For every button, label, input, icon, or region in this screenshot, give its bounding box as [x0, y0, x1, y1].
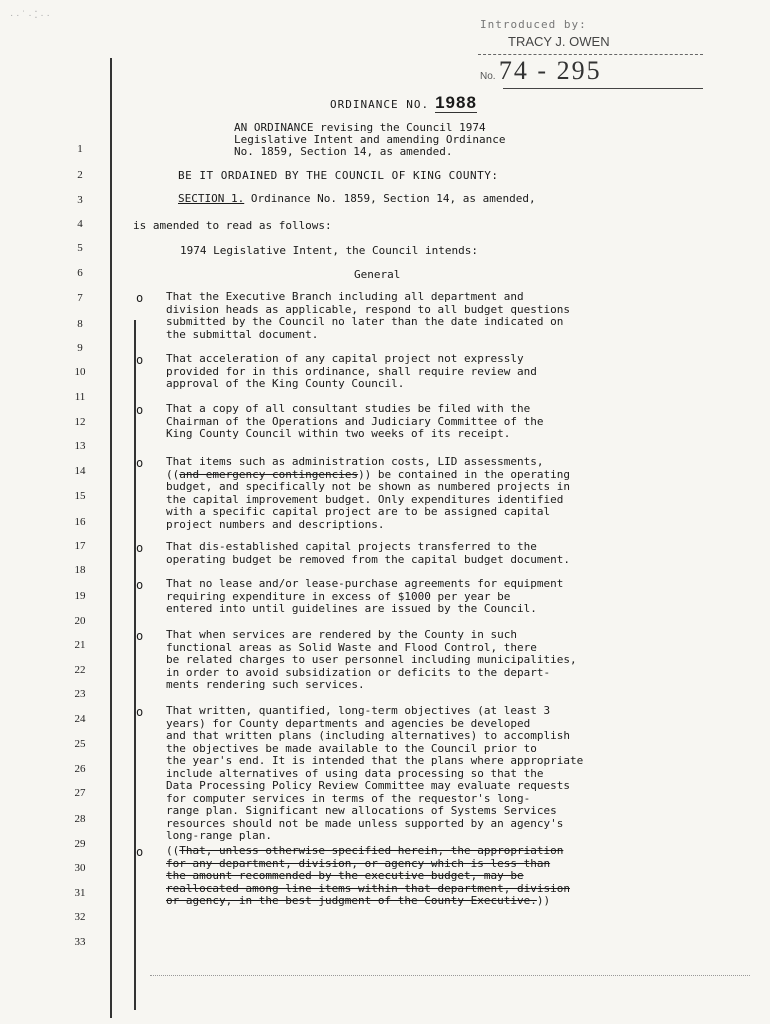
stamp-divider	[478, 54, 703, 55]
intent-item-text: That written, quantified, long-term objectives (at least 3 years) for County departments and agencies be developed and that written plans (including alternatives) to accomplish the objectives be made available to the Council prior to the year's end. It is intended that the plans where appropriate include alternatives of using data processing so that the Data Processing Policy Review Committee may evaluate requests for computer services in terms of the requestor's long- range plan. Significant new allocations of Systems Services resources should not be made unless supported by an agency's long-range plan.	[166, 704, 584, 842]
line-number: 17	[74, 540, 86, 552]
line-number: 9	[77, 342, 83, 354]
introduced-by-stamp	[478, 18, 728, 90]
intent-item-text: That dis-established capital projects transferred to the operating budget be removed from the capital budget document.	[166, 540, 570, 566]
bullet: o	[136, 291, 144, 305]
ordinance-number: 1988	[435, 93, 477, 112]
line-number: 16	[74, 516, 86, 528]
proposed-number-value: 74 - 295	[498, 56, 602, 85]
line-number: 23	[74, 688, 86, 700]
section-1	[178, 192, 718, 205]
line-number: 6	[77, 267, 83, 279]
line-number: 3	[77, 194, 83, 206]
bullet: o	[136, 403, 144, 417]
line-number: 27	[74, 787, 86, 799]
line-number: 31	[74, 887, 86, 899]
section-heading: SECTION 1.	[178, 192, 245, 205]
ordinance-title	[330, 93, 477, 113]
summary-line: AN ORDINANCE revising the Council 1974	[234, 121, 486, 134]
margin-rule-inner	[134, 320, 136, 1010]
line-number: 7	[77, 292, 83, 304]
line-number: 4	[77, 218, 83, 230]
line-number: 10	[74, 366, 86, 378]
line-number: 19	[74, 590, 86, 602]
bottom-rule	[150, 975, 750, 976]
intent-item-text: That the Executive Branch including all department and division heads as applicable, respond to all budget questions submitted by the Council no later than the date indicated on the submittal document.	[166, 290, 570, 341]
line-number: 1	[77, 143, 83, 155]
line-number: 2	[77, 169, 83, 181]
line-number: 32	[74, 911, 86, 923]
line-number: 14	[74, 465, 86, 477]
deleted-text: That, unless otherwise specified herein, the appropriation for any department, division, or agency which is less than the amount recommended by the executive budget, may be reallocated among line items within that department, division or agency, in the best judgment of the County Executive.	[166, 844, 570, 907]
text-after: )) be contained in the operating budget, and specifically not be shown as numbered projects in the capital improvement budget. Only expenditures identified with a specific capital project are to be assigned capital project numbers and descriptions.	[166, 467, 570, 531]
intent-item-text: That acceleration of any capital project not expressly provided for in this ordinance, shall require review and approval of the King County Council.	[166, 352, 537, 390]
margin-rule	[110, 58, 112, 1018]
bullet: o	[136, 456, 144, 470]
stamp-underline	[503, 88, 703, 89]
line-number: 24	[74, 713, 86, 725]
intent-item-text	[166, 456, 751, 531]
line-number: 11	[74, 391, 86, 403]
introduced-by-label: Introduced by:	[480, 18, 587, 31]
enacting-clause: BE IT ORDAINED BY THE COUNCIL OF KING COUNTY:	[178, 169, 499, 182]
amended-line: is amended to read as follows:	[133, 219, 332, 232]
line-number: 13	[74, 440, 86, 452]
line-number: 15	[74, 490, 86, 502]
bullet: o	[136, 845, 144, 859]
bullet: o	[136, 353, 144, 367]
bullet: o	[136, 578, 144, 592]
line-number: 25	[74, 738, 86, 750]
line-number: 5	[77, 242, 83, 254]
line-number: 28	[74, 813, 86, 825]
line-number: 30	[74, 862, 86, 874]
ordinance-summary	[234, 122, 634, 158]
line-number: 12	[74, 416, 86, 428]
intent-item-text: That a copy of all consultant studies be filed with the Chairman of the Operations and Judiciary Committee of the King County Council within two weeks of its receipt.	[166, 402, 544, 440]
line-number: 8	[77, 318, 83, 330]
intent-item-text: That no lease and/or lease-purchase agreements for equipment requiring expenditure in excess of $1000 per year be entered into until guidelines are issued by the Council.	[166, 577, 564, 615]
section-text: Ordinance No. 1859, Section 14, as amended,	[250, 192, 536, 205]
line-number: 20	[74, 615, 86, 627]
number-label: No.	[480, 71, 496, 82]
intent-item-text	[166, 845, 751, 908]
line-number: 22	[74, 664, 86, 676]
scan-noise: · · ˙ · ⁚ · ·	[10, 10, 50, 21]
general-subheading: General	[354, 268, 401, 281]
intent-item-text: That when services are rendered by the County in such functional areas as Solid Waste and Flood Control, there be related charges to user personnel including municipalities, in order to avoid subsidization or deficits to the depart- ments rendering such services.	[166, 628, 577, 691]
proposed-number	[480, 56, 602, 86]
deleted-text: and emergency contingencies	[179, 467, 359, 481]
line-number: 21	[74, 639, 86, 651]
ordinance-title-label: ORDINANCE NO.	[330, 98, 430, 111]
text-before: That items such as administration costs, LID assessments, ((	[166, 455, 544, 481]
legislative-intent-intro: 1974 Legislative Intent, the Council intends:	[180, 244, 479, 257]
bullet: o	[136, 705, 144, 719]
line-number: 26	[74, 763, 86, 775]
text-after: ))	[536, 894, 551, 907]
line-number: 18	[74, 564, 86, 576]
line-number: 33	[74, 936, 86, 948]
sponsor-name: TRACY J. OWEN	[508, 34, 610, 49]
bullet: o	[136, 629, 144, 643]
text-before: ((	[166, 844, 180, 857]
summary-line: Legislative Intent and amending Ordinance	[234, 133, 506, 146]
summary-line: No. 1859, Section 14, as amended.	[234, 145, 453, 158]
line-number: 29	[74, 838, 86, 850]
bullet: o	[136, 541, 144, 555]
